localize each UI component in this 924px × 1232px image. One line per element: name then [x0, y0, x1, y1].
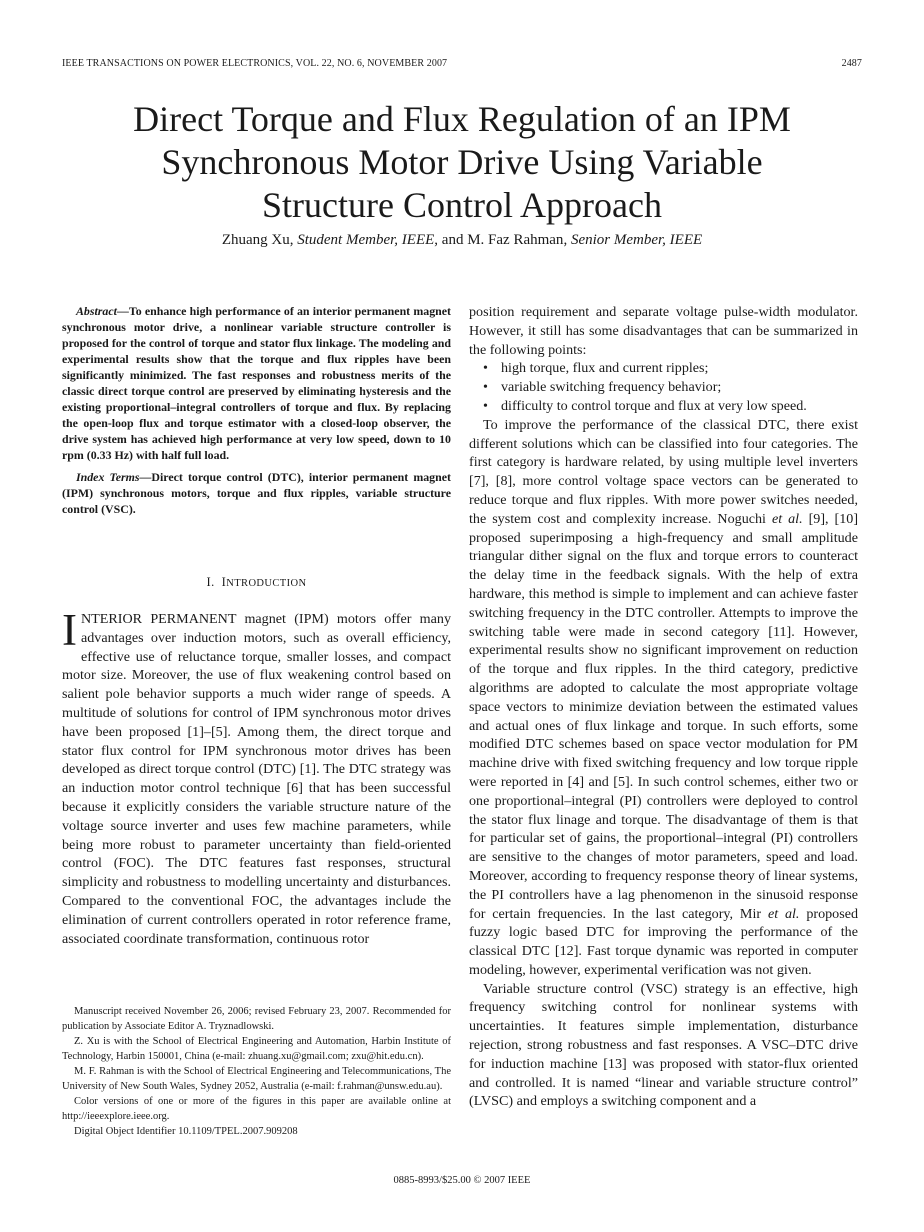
section-numeral: I.	[206, 575, 215, 589]
journal-name: IEEE TRANSACTIONS ON POWER ELECTRONICS, VOL. 22, NO. 6, NOVEMBER 2007	[62, 58, 448, 69]
introduction-paragraph	[62, 605, 451, 948]
list-item: • high torque, flux and current ripples;	[483, 359, 858, 378]
paragraph-vsc: Variable structure control (VSC) strategy is an effective, high frequency switching control for nonlinear systems with uncertainties. It features simple implementation, disturbance rejection, strong robustness and fast responses. A VSC–DTC drive for induction machine [13] was proposed with stator-flux oriented and controlled. It is named “linear and variable structure control” (LVSC) and employs a switching component and a	[469, 980, 858, 1110]
section-title-rest: NTRODUCTION	[226, 578, 307, 589]
left-column	[62, 303, 451, 948]
title-line-1: Direct Torque and Flux Regulation of an IPM	[133, 99, 791, 139]
introduction-text: NTERIOR PERMANENT magnet (IPM) motors offer many advantages over induction motors, such as overall efficiency, effective use of reluctance torque, smaller losses, and compact motor size. Moreover, the use of flux weakening control based on salient pole behavior supports a much wider range of speeds. A multitude of solutions for control of IPM synchronous motor drives have been proposed [1]–[5]. Among them, the direct torque and stator flux control for IPM synchronous motor drives has been developed as direct torque control (DTC) [1]. The DTC strategy was an induction motor control technique [6] that has been successful because it explicitly considers the variable structure nature of the voltage source inverter and uses few machine parameters, while being more robust to parameter uncertainty than field-oriented control (FOC). The DTC features fast responses, structural simplicity and robustness to modelling uncertainty and disturbances. Compared to the conventional FOC, the advantages include the elimination of current controllers operated in rotor reference frame, associated coordinate transformation, continuous rotor	[62, 611, 451, 947]
list-item: • difficulty to control torque and flux at very low speed.	[483, 397, 858, 416]
index-terms-text: Direct torque control (DTC), interior permanent magnet (IPM) synchronous motors, torque and flux ripples, variable structure control (VSC).	[62, 470, 451, 516]
et-al: et al.	[767, 905, 800, 922]
right-column	[469, 303, 858, 1111]
title-line-2: Synchronous Motor Drive Using Variable	[161, 142, 763, 182]
author-conjunction: and	[441, 232, 464, 248]
section-heading-introduction	[62, 575, 451, 590]
footnote-author-xu: Z. Xu is with the School of Electrical Engineering and Automation, Harbin Institute of Technology, Harbin 150001, China (e-mail: zhuang.xu@gmail.com; zxu@hit.edu.cn).	[62, 1036, 451, 1062]
author-1-role: Student Member, IEEE	[297, 232, 435, 248]
index-terms	[62, 469, 451, 517]
footnote-doi: Digital Object Identifier 10.1109/TPEL.2007.909208	[74, 1126, 298, 1137]
et-al: et al.	[771, 510, 803, 527]
improvements-text-b: [9], [10] proposed superimposing a high-frequency and small amplitude triangular dither signal on the flux and torque errors to counteract the delay time in the feedback signals. With the help of extra hardware, this method is simple to implement and can achieve faster switching frequency in the DTC controller. Attempts to improve the switching table were made in second category [11]. However, experimental results show no significant improvement on reduction of the torque and flux ripples. In the third category, predictive algorithms are adopted to calculate the most appropriate voltage space vectors to minimize deviation between the estimated values and actual ones of flux linkage and torque. In such efforts, some modified DTC schemes based on space vector modulation for PM machine drive with fixed switching frequency and low torque ripple were reported in [4] and [5]. In such control schemes, either two or one proportional–integral (PI) controllers were deployed to control the stator flux linage and torque. The disadvantage of them is that for particular set of gains, the proportional–integral (PI) controllers are sensitive to the changes of motor parameters, speed and load. Moreover, according to frequency response theory of linear systems, the PI controllers have a lag phenomenon in the sinusoid response for certain frequencies. In the last category, Mir	[469, 510, 859, 922]
abstract	[62, 303, 451, 463]
author-1: Zhuang Xu	[221, 232, 290, 248]
page-number: 2487	[841, 58, 862, 69]
index-terms-label: Index Terms—	[76, 470, 152, 484]
footnotes	[62, 1004, 451, 1139]
footnote-received: Manuscript received November 26, 2006; revised February 23, 2007. Recommended for publication by Associate Editor A. Tryznadlowski.	[62, 1006, 451, 1032]
paragraph-improvements	[469, 416, 858, 980]
running-header	[62, 58, 862, 69]
title-line-3: Structure Control Approach	[262, 185, 662, 225]
disadvantage-list	[469, 359, 858, 415]
drop-cap: I	[62, 605, 77, 655]
improvements-text-a: To improve the performance of the classical DTC, there exist different solutions which can be classified into four categories. The first category is hardware related, by using multiple level inverters [7], [8], more control voltage space vectors can be generated to reduce torque and flux ripples. With more power switches needed, the system cost and complexity increase. Noguchi	[469, 416, 858, 527]
paragraph-disadvantages: position requirement and separate voltage pulse-width modulator. However, it still has some disadvantages that can be summarized in the following points:	[469, 304, 858, 358]
author-2: M. Faz Rahman	[467, 232, 564, 248]
paper-title	[62, 98, 862, 227]
copyright-footer: 0885-8993/$25.00 © 2007 IEEE	[393, 1175, 531, 1186]
list-item: • variable switching frequency behavior;	[483, 378, 858, 397]
footnote-color: Color versions of one or more of the figures in this paper are available online at http://ieeexplore.ieee.org.	[62, 1096, 451, 1122]
abstract-label: Abstract—	[76, 304, 129, 318]
author-2-role: Senior Member, IEEE	[570, 232, 703, 248]
author-line: Zhuang Xu, Student Member, IEEE, and M. Faz Rahman, Senior Member, IEEE	[221, 232, 703, 248]
footnote-author-rahman: M. F. Rahman is with the School of Electrical Engineering and Telecommunications, The University of New South Wales, Sydney 2052, Australia (e-mail: f.rahman@unsw.edu.au).	[62, 1066, 451, 1092]
section-first-letter: I	[221, 575, 227, 589]
improvements-text-c: proposed fuzzy logic based DTC for improving the performance of the classical DTC [12]. Fast torque dynamic was reported in computer modeling, however, experimental verification was not given.	[469, 905, 858, 978]
abstract-text: To enhance high performance of an interior permanent magnet synchronous motor drive, a nonlinear variable structure controller is proposed for the control of torque and stator flux linkage. The modeling and experimental results show that the torque and flux ripples have been significantly minimized. The fast responses and robustness merits of the classic direct torque control are preserved by eliminating hysteresis and the existing proportional–integral controllers of torque and flux. By replacing the open-loop flux and torque estimator with a closed-loop observer, the drive system has achieved high performance at very low speed, down to 10 rpm (0.33 Hz) with half full load.	[62, 304, 451, 462]
